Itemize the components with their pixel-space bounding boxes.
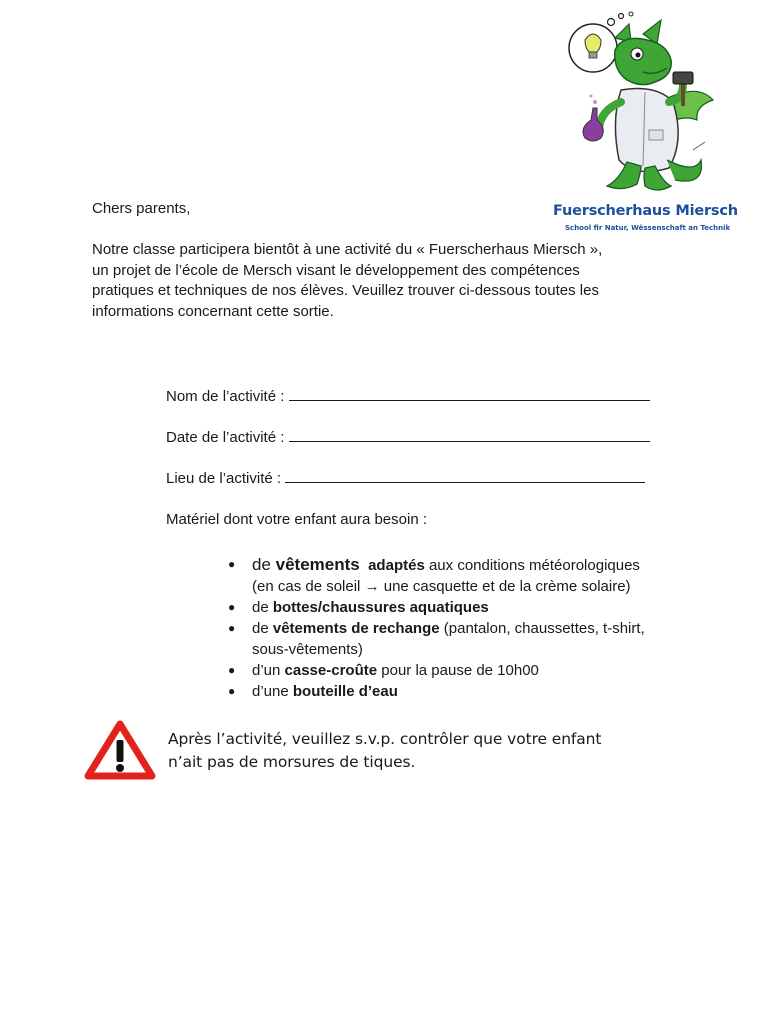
list-item: ● de bottes/chaussures aquatiques (228, 599, 489, 616)
activity-place-field (166, 468, 645, 489)
activity-date-field (166, 427, 650, 448)
tick-warning-text (168, 728, 601, 774)
dragon-scientist-icon (545, 10, 725, 205)
activity-date-label: Date de l’activité : (166, 429, 289, 446)
list-item: ● de vêtements de rechange (pantalon, chaussettes, t-shirt, sous-vêtements) (228, 620, 645, 658)
activity-name-label: Nom de l’activité : (166, 388, 289, 405)
bullet-icon: ● (228, 663, 236, 677)
activity-name-field (166, 386, 650, 407)
warning-line: Après l’activité, veuillez s.v.p. contrôler que votre enfant (168, 730, 602, 748)
bullet-icon: ● (228, 600, 236, 614)
bullet-icon: ● (228, 684, 236, 698)
bullet-icon: ● (228, 557, 236, 571)
materials-list (228, 554, 645, 702)
intro-line: Notre classe participera bientôt à une activité du « Fuerscherhaus Miersch », (92, 241, 603, 258)
intro-line: informations concernant cette sortie. (92, 302, 334, 320)
list-item: ● d’une bouteille d’eau (228, 683, 398, 700)
list-item: ● d’un casse-croûte pour la pause de 10h00 (228, 662, 539, 679)
activity-date-blank[interactable] (289, 427, 650, 442)
activity-name-blank[interactable] (289, 386, 650, 401)
bullet-icon: ● (228, 621, 236, 635)
materials-label: Matériel dont votre enfant aura besoin : (166, 511, 427, 528)
greeting: Chers parents, (92, 200, 191, 217)
arrow-right-icon: → (364, 578, 380, 595)
warning-line: n’ait pas de morsures de tiques. (168, 753, 416, 771)
logo-title: Fuerscherhaus Miersch (553, 203, 738, 219)
activity-place-label: Lieu de l’activité : (166, 470, 286, 487)
logo-subtitle: School fir Natur, Wëssenschaft an Technik (565, 224, 731, 232)
warning-triangle-icon (84, 720, 156, 780)
intro-line: pratiques et techniques de nos élèves. Veuillez trouver ci-dessous toutes les (92, 282, 599, 299)
intro-paragraph (92, 240, 602, 322)
intro-line: un projet de l’école de Mersch visant le développement des compétences (92, 261, 580, 279)
list-item: ● de vêtements adaptés aux conditions météorologiques (en cas de soleil → une casquette et de la crème solaire) (228, 555, 640, 595)
fuerscherhaus-logo (545, 10, 738, 238)
activity-place-blank[interactable] (285, 468, 645, 483)
